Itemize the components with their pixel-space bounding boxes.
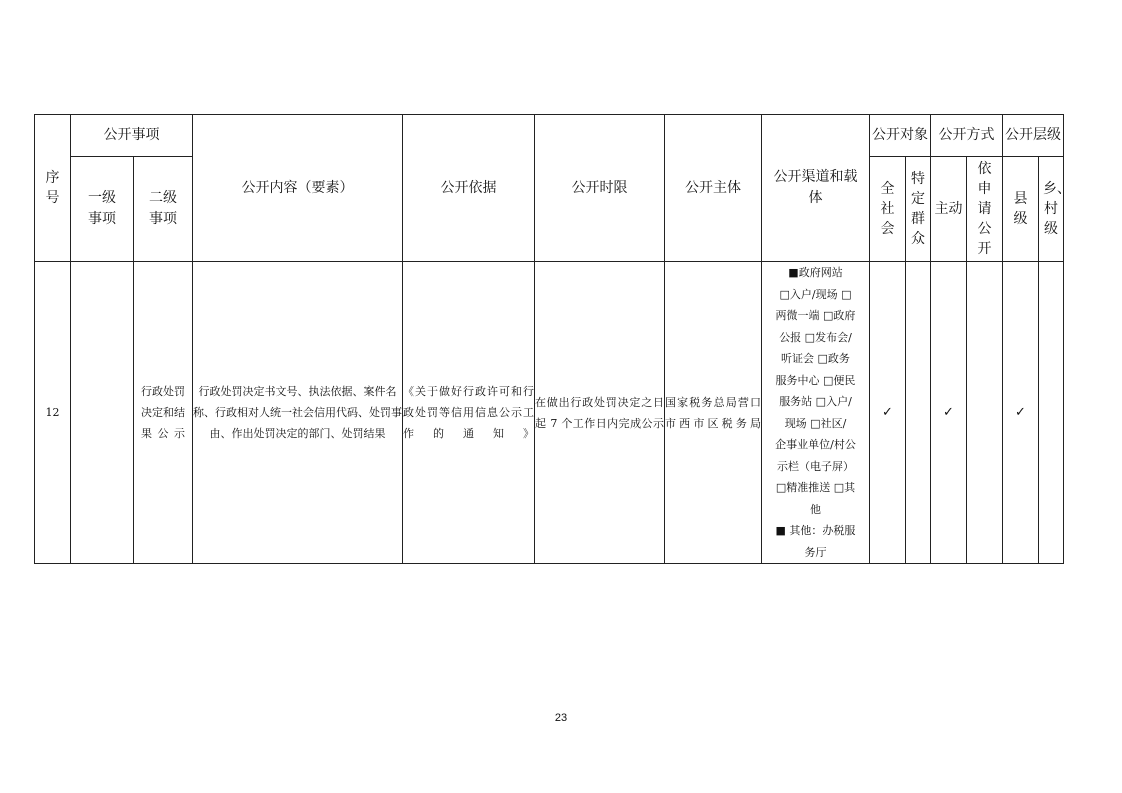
row-time-limit-text: 在做出行政处罚决定之日起 7 个工作日内完成公示 bbox=[535, 395, 664, 430]
row-method-request-check bbox=[967, 262, 1003, 564]
row-level-county-check: ✓ bbox=[1003, 262, 1039, 564]
row-content: 行政处罚决定书文号、执法依据、案件名称、行政相对人统一社会信用代码、处罚事由、作出处罚决定的部门、处罚结果 bbox=[193, 262, 403, 564]
header-serial bbox=[35, 115, 71, 262]
header-audience-specific bbox=[906, 157, 931, 262]
channel-line: □精准推送 □其 bbox=[775, 481, 856, 494]
header-level bbox=[1003, 115, 1064, 157]
channel-line: 务厅 bbox=[804, 545, 827, 559]
channel-line: 示栏（电子屏） bbox=[777, 459, 854, 473]
header-content: 公开内容（要素） bbox=[193, 115, 403, 262]
row-audience-specific-check bbox=[906, 262, 931, 564]
header-audience-label: 公开对象 bbox=[872, 127, 928, 143]
header-level2-label: 二级事项 bbox=[149, 190, 177, 227]
row-channel bbox=[762, 262, 870, 564]
header-method-label: 公开方式 bbox=[938, 127, 995, 143]
header-level-village-label: 乡、村级 bbox=[1043, 181, 1071, 237]
channel-line: 服务站 □入户/ bbox=[779, 395, 852, 408]
header-audience-all bbox=[870, 157, 906, 262]
row-basis bbox=[403, 262, 535, 564]
header-level-county-label: 县级 bbox=[1013, 191, 1028, 227]
header-audience-all-label: 全社会 bbox=[880, 181, 895, 237]
header-level1 bbox=[71, 157, 134, 262]
header-level-county bbox=[1003, 157, 1039, 262]
header-method-request bbox=[967, 157, 1003, 262]
header-method-request-label: 依申请公开 bbox=[977, 161, 992, 257]
row-serial: 12 bbox=[35, 262, 71, 564]
channel-line: ■政府网站 bbox=[788, 266, 843, 279]
row-time-limit bbox=[535, 262, 665, 564]
header-public-items: 公开事项 bbox=[71, 115, 193, 157]
header-method-active-label: 主动 bbox=[934, 201, 963, 217]
row-level1 bbox=[71, 262, 134, 564]
row-level2 bbox=[134, 262, 193, 564]
channel-line: 服务中心 □便民 bbox=[775, 373, 856, 387]
header-serial-label: 序号 bbox=[45, 170, 60, 206]
header-time-limit: 公开时限 bbox=[535, 115, 665, 262]
header-basis: 公开依据 bbox=[403, 115, 535, 262]
header-channel-label: 公开渠道和载体 bbox=[773, 169, 858, 206]
table-row bbox=[35, 262, 1064, 564]
row-method-active-check: ✓ bbox=[931, 262, 967, 564]
header-level2 bbox=[134, 157, 193, 262]
channel-line: 两微一端 □政府 bbox=[775, 309, 856, 322]
header-method-active bbox=[931, 157, 967, 262]
row-subject-text: 国家税务总局营口市西市区税务局 bbox=[665, 395, 761, 430]
header-level-village bbox=[1039, 157, 1071, 262]
channel-line: □入户/现场 □ bbox=[779, 287, 852, 301]
channel-line: 听证会 □政务 bbox=[781, 352, 850, 365]
channel-line: 企事业单位/村公 bbox=[775, 438, 856, 451]
channel-line: 现场 □社区/ bbox=[784, 416, 847, 430]
row-level-village-check bbox=[1039, 262, 1064, 564]
row-basis-text: 《关于做好行政许可和行政处罚等信用信息公示工作的通知》 bbox=[403, 385, 534, 440]
header-subject: 公开主体 bbox=[665, 115, 762, 262]
page-number: 23 bbox=[554, 712, 568, 724]
public-disclosure-table bbox=[34, 114, 1071, 564]
channel-line: ■ 其他：办税服 bbox=[775, 524, 856, 537]
row-audience-all-check: ✓ bbox=[870, 262, 906, 564]
header-level-label: 公开层级 bbox=[1005, 127, 1061, 143]
header-method bbox=[931, 115, 1003, 157]
row-level2-text: 行政处罚决定和结果公示 bbox=[141, 385, 185, 440]
header-level1-label: 一级事项 bbox=[88, 190, 116, 227]
header-channel bbox=[762, 115, 870, 262]
header-audience-specific-label: 特定群众 bbox=[911, 171, 925, 247]
channel-line: 公报 □发布会/ bbox=[779, 330, 852, 344]
header-audience bbox=[870, 115, 931, 157]
channel-line: 他 bbox=[810, 502, 821, 516]
row-subject bbox=[665, 262, 762, 564]
